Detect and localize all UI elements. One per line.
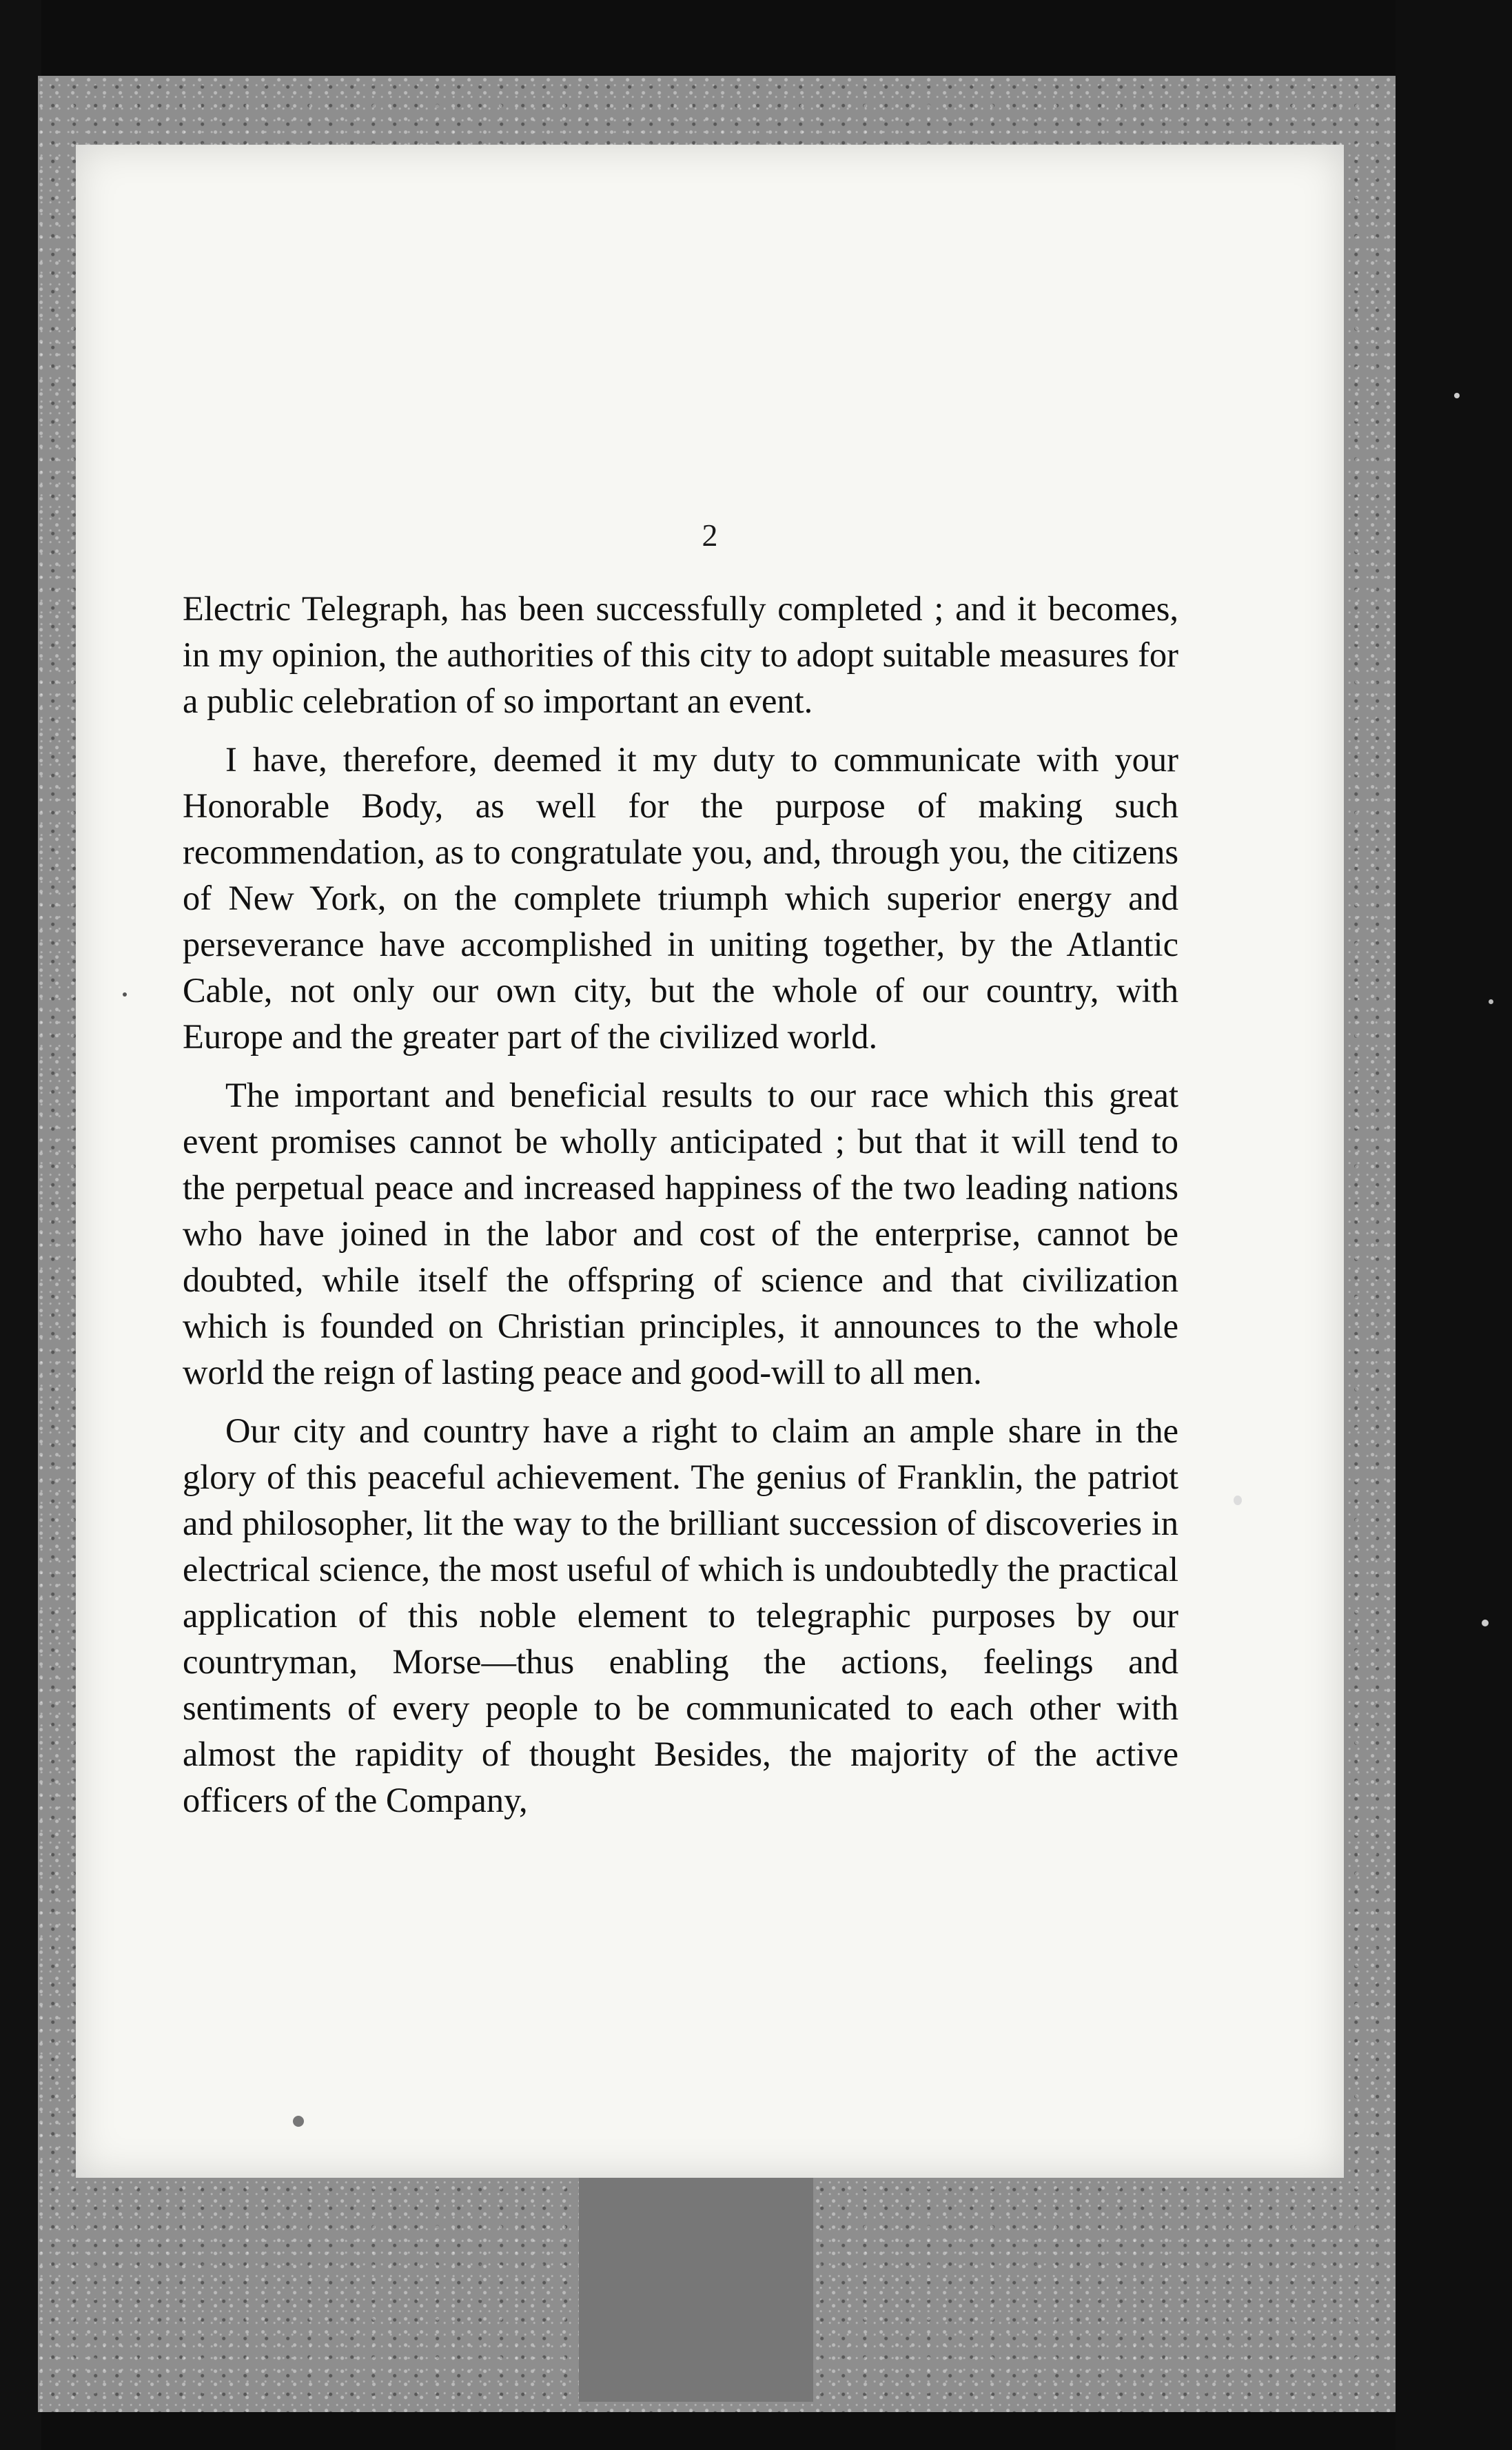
- page-body-text: [183, 586, 1178, 1836]
- paragraph-2: I have, therefore, deemed it my duty to communicate with your Honorable Body, as well for the purpose of making such recommendation, as to congratulate you, and, through you, the citizens of New York, on the complete triumph which superior energy and perseverance have accomplished in uniting together, by the Atlantic Cable, not only our own city, but the whole of our country, with Europe and the greater part of the civilized world.: [183, 740, 1178, 1056]
- dust-speck: [123, 992, 127, 997]
- dust-speck: [1234, 1495, 1242, 1505]
- document-page: [76, 145, 1344, 2178]
- dust-speck: [1454, 393, 1460, 398]
- film-edge-right: [1396, 0, 1512, 2450]
- dust-speck: [1489, 999, 1493, 1004]
- page-number: 2: [702, 518, 718, 553]
- dust-speck: [293, 2116, 304, 2127]
- paragraph-4: Our city and country have a right to claim an ample share in the glory of this peaceful achievement. The genius of Franklin, the patriot and philosopher, lit the way to the brilliant succession of discoveries in electrical science, the most useful of which is undoubtedly the practical application of this noble element to telegraphic purposes by our countryman, Morse—thus enabling the actions, feelings and sentiments of every people to be communicated to each other with almost the rapidity of thought Besides, the majority of the active officers of the Company,: [183, 1411, 1178, 1819]
- paragraph-3: The important and beneficial results to our race which this great event promises cannot be wholly anticipated ; but that it will tend to the perpetual peace and increased happiness of the two leading nations who have joined in the labor and cost of the enterprise, cannot be doubted, while itself the offspring of science and that civilization which is founded on Christian principles, it announces to the whole world the reign of lasting peace and good-will to all men.: [183, 1076, 1178, 1391]
- dust-speck: [1482, 1620, 1489, 1626]
- paragraph-1: Electric Telegraph, has been successfully completed ; and it becomes, in my opinion, the authorities of this city to adopt suitable measures for a public celebration of so important an event.: [183, 589, 1178, 720]
- paper-bottom-tab: [579, 2154, 813, 2402]
- film-edge-left: [0, 0, 41, 2450]
